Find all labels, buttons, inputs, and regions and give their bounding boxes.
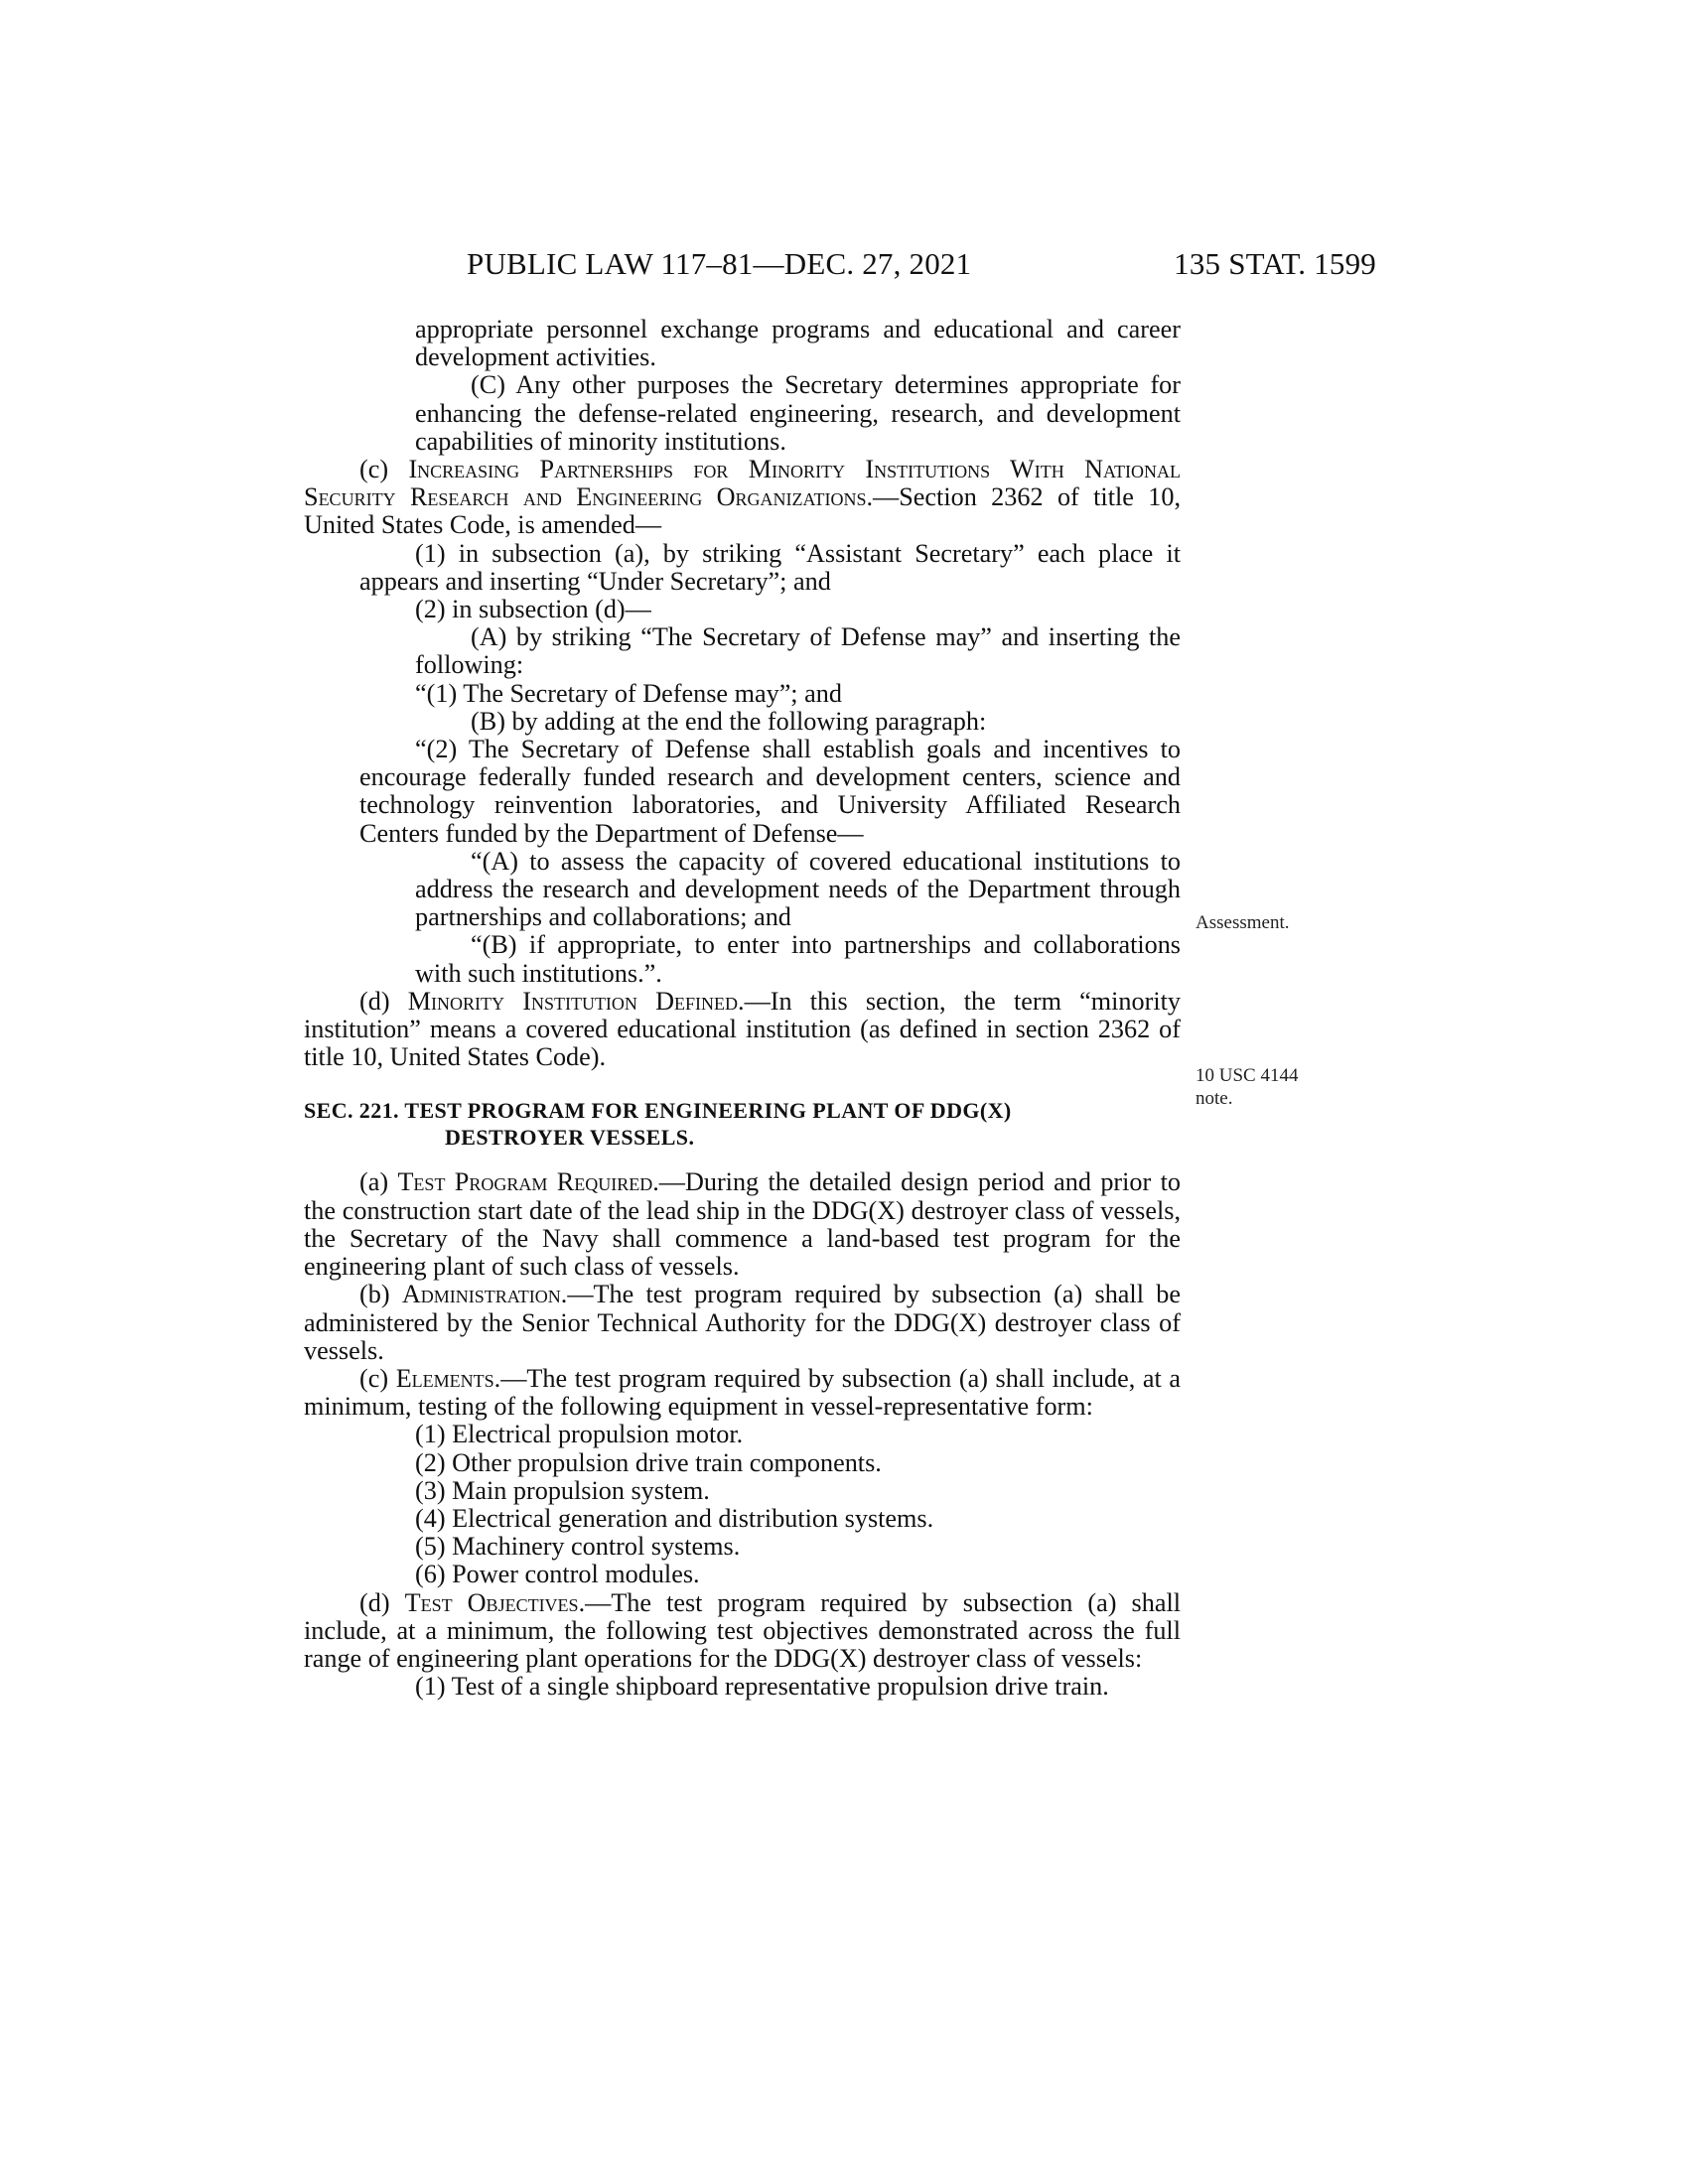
subsection-d-lead: (d) xyxy=(359,986,408,1016)
subsection-c-lead: (c) xyxy=(359,455,409,484)
sec221-d-heading: Test Objectives. xyxy=(404,1587,586,1617)
sec221-d-lead: (d) xyxy=(359,1587,405,1617)
section-heading-line1: SEC. 221. TEST PROGRAM FOR ENGINEERING PLANT OF DDG(X) xyxy=(304,1098,1012,1124)
subsection-d-heading: Minority Institution Defined. xyxy=(407,986,745,1016)
paragraph-p11: “(B) if appropriate, to enter into partnerships and collaborations with such institutions.”. xyxy=(415,930,1181,988)
sec221-c-heading: Elements. xyxy=(395,1363,501,1393)
sec221-b-heading: Administration. xyxy=(401,1280,568,1309)
body-text xyxy=(304,316,1181,1701)
page-header xyxy=(304,246,1376,286)
margin-note-usc-line1: 10 USC 4144 xyxy=(1196,1065,1299,1086)
list-item: (5) Machinery control systems. xyxy=(415,1532,741,1562)
paragraph-p7: “(1) The Secretary of Defense may”; and xyxy=(415,678,842,708)
sec221-c-lead: (c) xyxy=(359,1363,396,1393)
sec221-d-text: —The test program required by subsection (a) shall include, at a minimum, the following test objectives demonstrated across the full range of engineering plant operations for the DDG(X) destroyer class of vessels: xyxy=(304,1587,1181,1673)
paragraph-p10: “(A) to assess the capacity of covered educational institutions to address the research and development needs of the Department through partnerships and collaborations; and xyxy=(415,846,1181,932)
subsection-d-text: —In this section, the term “minority institution” means a covered educational institution (as defined in section 2362 of title 10, United States Code). xyxy=(304,986,1181,1072)
sec221-a-text: —During the detailed design period and prior to the construction start date of the lead ship in the DDG(X) destroyer class of vessels, the Secretary of the Navy shall commence a land-based test program for the engineering plant of such class of vessels. xyxy=(304,1167,1181,1282)
paragraph-sec221-a xyxy=(304,1168,1181,1281)
paragraph-sec221-c xyxy=(304,1365,1181,1421)
list-item: (3) Main propulsion system. xyxy=(415,1475,710,1505)
list-item: (1) Electrical propulsion motor. xyxy=(415,1420,744,1449)
list-item: (2) Other propulsion drive train components. xyxy=(415,1447,882,1477)
sec221-c-text: —The test program required by subsection (a) shall include, at a minimum, testing of the following equipment in vessel-representative form: xyxy=(304,1363,1181,1422)
paragraph-p4: (1) in subsection (a), by striking “Assistant Secretary” each place it appears and inserting “Under Secretary”; and xyxy=(359,538,1181,596)
section-heading-line2: DESTROYER VESSELS. xyxy=(445,1125,695,1151)
paragraph-p5: (2) in subsection (d)— xyxy=(415,595,651,624)
paragraph-p6: (A) by striking “The Secretary of Defense may” and inserting the following: xyxy=(415,622,1181,680)
margin-note-assessment: Assessment. xyxy=(1196,912,1290,933)
sec221-b-text: —The test program required by subsection (a) shall be administered by the Senior Technical Authority for the DDG(X) destroyer class of vessels. xyxy=(304,1280,1181,1365)
paragraph-sec221-b xyxy=(304,1281,1181,1365)
running-head: PUBLIC LAW 117–81—DEC. 27, 2021 xyxy=(467,246,972,281)
sec221-a-heading: Test Program Required. xyxy=(397,1167,659,1197)
sec221-b-lead: (b) xyxy=(359,1280,402,1309)
page-folio: 135 STAT. 1599 xyxy=(1174,246,1376,281)
subsection-c-heading: Increasing Partnerships for Minority Institutions With National Security Research and Engineering Organizations. xyxy=(304,455,1181,512)
paragraph-s5: (1) Test of a single shipboard representative propulsion drive train. xyxy=(415,1672,1109,1702)
margin-note-usc-line2: note. xyxy=(1196,1088,1233,1109)
section-heading xyxy=(304,1097,1181,1151)
paragraph-sec221-d xyxy=(304,1589,1181,1674)
margin-note-usc xyxy=(1196,1064,1298,1110)
paragraph-subsection-c xyxy=(304,456,1181,540)
paragraph-p2: (C) Any other purposes the Secretary determines appropriate for enhancing the defense-related engineering, research, and development capabilities of minority institutions. xyxy=(415,370,1181,456)
sec221-a-lead: (a) xyxy=(359,1167,398,1197)
paragraph-subsection-d xyxy=(304,988,1181,1072)
subsection-c-text: —Section 2362 of title 10, United States Code, is amended— xyxy=(304,482,1182,540)
paragraph-p9: “(2) The Secretary of Defense shall establish goals and incentives to encourage federally funded research and development centers, science and technology reinvention laboratories, and University Affiliated Research Centers funded by the Department of Defense— xyxy=(359,735,1181,848)
paragraph-p8: (B) by adding at the end the following paragraph: xyxy=(471,706,987,736)
list-item: (6) Power control modules. xyxy=(415,1560,700,1589)
list-item: (4) Electrical generation and distribution systems. xyxy=(415,1503,934,1533)
paragraph-p1: appropriate personnel exchange programs and educational and career development activities. xyxy=(415,315,1181,372)
